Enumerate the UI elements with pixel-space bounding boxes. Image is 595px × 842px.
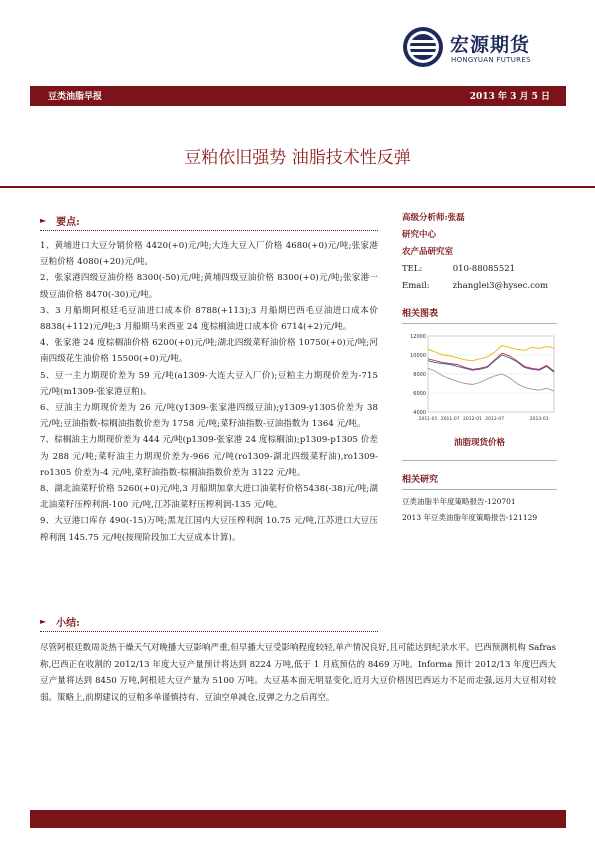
- related-charts-title: 相关图表: [402, 305, 557, 324]
- key-point-item: 3、3 月船期阿根廷毛豆油进口成本价 8788(+113);3 月船期巴西毛豆油进口成本价 8838(+112)元/吨;3 月船期马来西亚 24 度棕榈油进口成本价 6714(+2)元/吨。: [40, 305, 378, 333]
- summary-heading: [40, 614, 378, 628]
- key-point-item: 6、豆油主力期现价差为 26 元/吨(y1309-张家港四级豆油);y1309-y1305价差为 38 元/吨;豆油指数-棕榈油指数价差为 1758 元/吨;菜籽油指数-豆油指数为 1364 元/吨。: [40, 403, 378, 430]
- summary-heading-text: 小结:: [56, 617, 80, 629]
- research-link[interactable]: 2013 年豆类油脂年度策略报告-121129: [402, 513, 538, 522]
- y-tick-label: 10000: [410, 353, 426, 359]
- summary-text: 尽管阿根廷数周炎热干燥天气对晚播大豆影响严重,但早播大豆受影响程度较轻,单产情况良好,且可能达到纪录水平。巴西预测机构 Safras 称,巴西正在收割的 2012/13 年度大豆产量预计将达到 8224 万吨,低于 1 月底预估的 8469 万吨。Informa 预计 2012/13 年度巴西大豆产量将达到 8450 万吨,阿根廷大豆产量为 5100 万吨。大豆基本面无明显变化,近月大豆价格因巴西运力不足而走强,远月大豆相对较弱。策略上,前期建议的豆粕多单谨慎持有、豆油空单减仓,反弹之力之后再空。: [40, 643, 556, 703]
- summary-heading-block: [40, 614, 378, 639]
- y-tick-label: 12000: [410, 334, 426, 340]
- x-tick-label: 2012-07: [485, 417, 505, 422]
- email-value[interactable]: zhanglei3@hysec.com: [452, 281, 549, 291]
- dept-research-center: 研究中心: [402, 230, 437, 240]
- triangle-bullet-icon: ►: [40, 215, 47, 225]
- x-tick-label: 2011-01: [418, 417, 438, 422]
- research-link[interactable]: 豆类油脂半年度策略报告-120701: [402, 497, 516, 506]
- key-point-item: 2、张家港四级豆油价格 8300(-50)元/吨;黄埔四级豆油价格 8300(+0)元/吨;张家港一级豆油价格 8470(-30)元/吨。: [40, 273, 378, 300]
- spot-price-chart: [402, 332, 557, 432]
- key-point-item: 4、张家港 24 度棕榈油价格 6200(+0)元/吨;湖北四级菜籽油价格 10750(+0)元/吨;河南四级花生油价格 15500(+0)元/吨。: [40, 338, 378, 365]
- title-divider: [0, 186, 595, 188]
- y-tick-label: 4000: [413, 410, 426, 416]
- key-points-heading-text: 要点:: [56, 216, 80, 228]
- key-point-item: 1、黄埔进口大豆分销价格 4420(+0)元/吨;大连大豆入厂价格 4680(+0)元/吨;张家港豆粕价格 4080(+20)元/吨。: [40, 241, 378, 268]
- triangle-bullet-icon: ►: [40, 616, 47, 626]
- sidebar: [402, 210, 557, 526]
- series-line-3: [428, 368, 554, 391]
- y-tick-label: 6000: [413, 391, 426, 397]
- key-point-item: 7、棕榈油主力期现价差为 444 元/吨(p1309-张家港 24 度棕榈油);p1309-p1305 价差为 288 元/吨;菜籽油主力期现价差为-966 元/吨(ro1309-湖北四级菜籽油),ro1309-ro1305 价差为-4 元/吨,菜籽油指数-棕榈油指数价差为 3122 元/吨。: [40, 435, 378, 478]
- key-points-heading: [40, 213, 378, 227]
- email-row: [402, 278, 557, 295]
- related-research-title: 相关研究: [402, 471, 557, 490]
- email-label: Email:: [402, 281, 430, 291]
- tel-row: [402, 261, 557, 278]
- key-points-divider: [40, 230, 378, 231]
- x-tick-label: 2011-07: [440, 417, 460, 422]
- hongyuan-logo-icon: [402, 26, 444, 68]
- tel-value: 010-88085521: [452, 264, 516, 274]
- logo-en-text: HONGYUAN FUTURES: [451, 56, 531, 64]
- chart-caption: 油脂现货价格: [453, 438, 505, 448]
- key-points-section: [40, 213, 378, 546]
- header-bar: [30, 86, 566, 106]
- x-tick-label: 2012-01: [463, 417, 482, 422]
- report-title: 豆粕依旧强势 油脂技术性反弹: [184, 148, 411, 168]
- report-date: 2013 年 3 月 5 日: [469, 92, 550, 102]
- dept-agri-research: 农产品研究室: [402, 247, 454, 257]
- spot-price-chart-svg: [402, 332, 557, 432]
- key-point-item: 8、湖北油菜籽价格 5260(+0)元/吨,3 月船期加拿大进口油菜籽价格5438(-38)元/吨;湖北油菜籽压榨利润-100 元/吨,江苏油菜籽压榨利润-135 元/吨。: [40, 484, 378, 511]
- key-point-item: 5、豆一主力期现价差为 59 元/吨(a1309-大连大豆入厂价);豆粕主力期现价差为-715 元/吨(m1309-张家港豆粕)。: [40, 370, 378, 397]
- key-point-item: 9、大豆港口库存 490(-15)万吨;黑龙江国内大豆压榨利润 10.75 元/吨,江苏进口大豆压榨利润 145.75 元/吨(按现阶段加工大豆成本计算)。: [40, 516, 378, 543]
- report-type: 豆类油脂早报: [48, 92, 103, 102]
- logo-cn-text: 宏源期货: [450, 34, 531, 56]
- company-logo: [402, 26, 552, 72]
- summary-divider: [40, 631, 378, 632]
- series-line-0: [428, 346, 554, 361]
- footer-bar: [30, 810, 566, 828]
- analyst-name: 高级分析师:张磊: [402, 213, 465, 223]
- tel-label: TEL:: [402, 264, 423, 274]
- x-tick-label: 2013-01: [529, 417, 549, 422]
- y-tick-label: 8000: [413, 372, 426, 378]
